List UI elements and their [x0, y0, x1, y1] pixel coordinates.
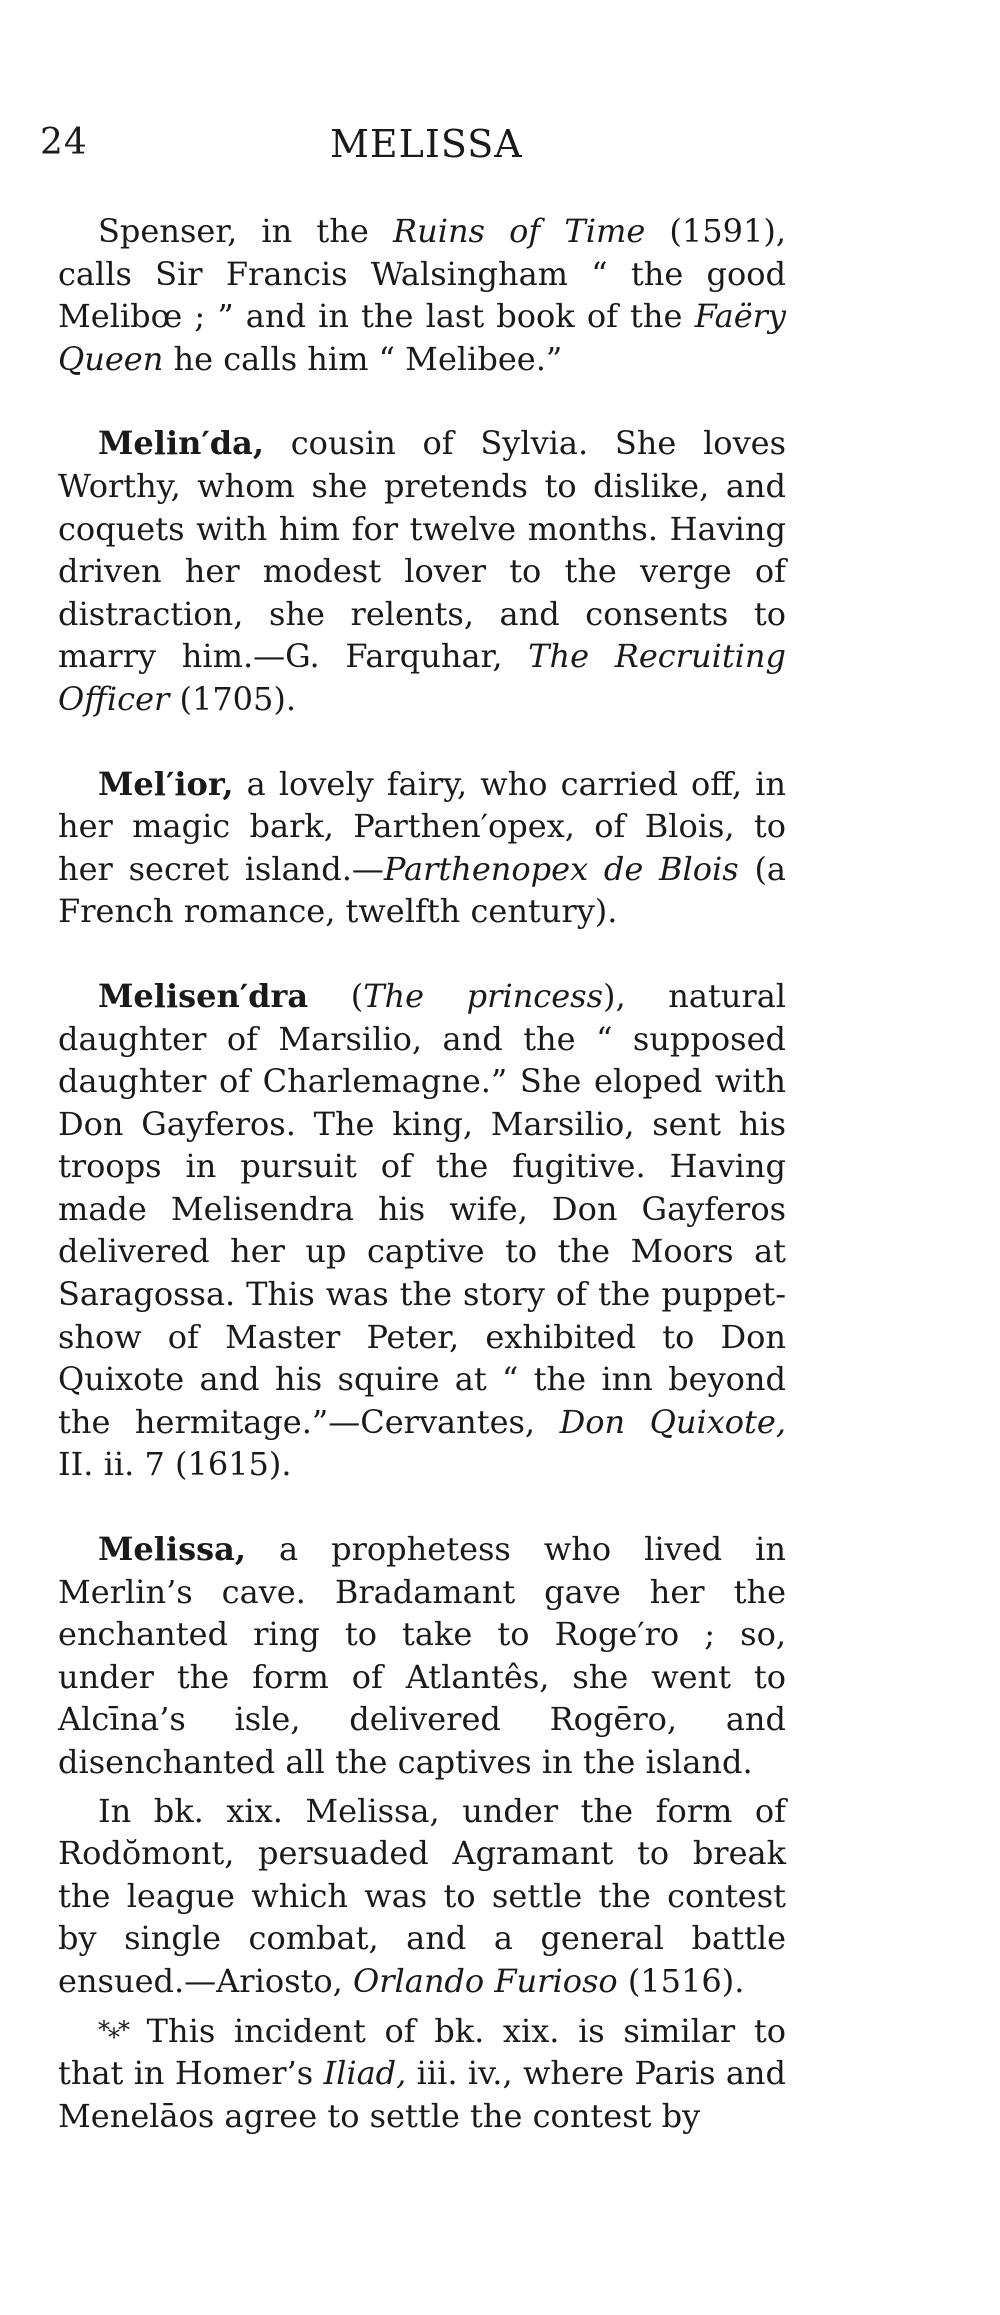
note-asterism: *⁎*	[98, 2015, 128, 2044]
text-column	[58, 210, 786, 2137]
entry-melissa: Melissa, a prophetess who lived in Merlin’s cave. Bradamant gave her the enchanted ring to take to Roge′ro ; so, under the form of Atlantês, she went to Alcīna’s isle, delivered Rogēro, and disenchanted all the captives in the island.	[58, 1530, 786, 1781]
headword-melior: Mel′ior,	[98, 764, 234, 803]
paragraph-bk-xix: In bk. xix. Melissa, under the form of Rodŏmont, persuaded Agramant to break the league which was to settle the contest by single combat, and a general battle ensued.—Ariosto, Orlando Furioso (1516).	[58, 1791, 786, 2000]
headword-melissa: Melissa,	[98, 1530, 246, 1569]
paragraph-note: *⁎* This incident of bk. xix. is similar to that in Homer’s Iliad, iii. iv., where Paris and Menelāos agree to settle the contest by	[58, 2011, 787, 2135]
entry-melior: Mel′ior, a lovely fairy, who carried off, in her magic bark, Parthen′opex, of Blois, to her secret island.—Parthenopex de Blois (a French romance, twelfth century).	[58, 764, 786, 931]
entry-melinda: Melin′da, cousin of Sylvia. She loves Worthy, whom she pretends to dislike, and coquets with him for twelve months. Having driven her modest lover to the verge of distraction, she relents, and consents to marry him.—G. Farquhar, The Recruiting Officer (1705).	[58, 424, 787, 718]
entry-melisendra: Melisen′dra (The princess), natural daughter of Marsilio, and the “ supposed daughter of Charlemagne.” She eloped with Don Gayferos. The king, Marsilio, sent his troops in pursuit of the fugitive. Having made Melisendra his wife, Don Gayferos delivered her up captive to the Moors at Saragossa. This was the story of the puppet-show of Master Peter, exhibited to Don Quixote and his squire at “ the inn beyond the hermitage.”—Cervantes, Don Quixote, II. ii. 7 (1615).	[58, 976, 787, 1484]
running-title: MELISSA	[330, 122, 523, 166]
paragraph-spenser: Spenser, in the Ruins of Time (1591), calls Sir Francis Walsingham “ the good Melibœ ; ” and in the last book of the Faëry Queen he calls him “ Melibee.”	[58, 212, 787, 378]
page-number: 24	[40, 122, 88, 163]
headword-melinda: Melin′da,	[98, 424, 265, 463]
page-header	[0, 122, 1000, 172]
headword-melisendra: Melisen′dra	[98, 976, 309, 1015]
